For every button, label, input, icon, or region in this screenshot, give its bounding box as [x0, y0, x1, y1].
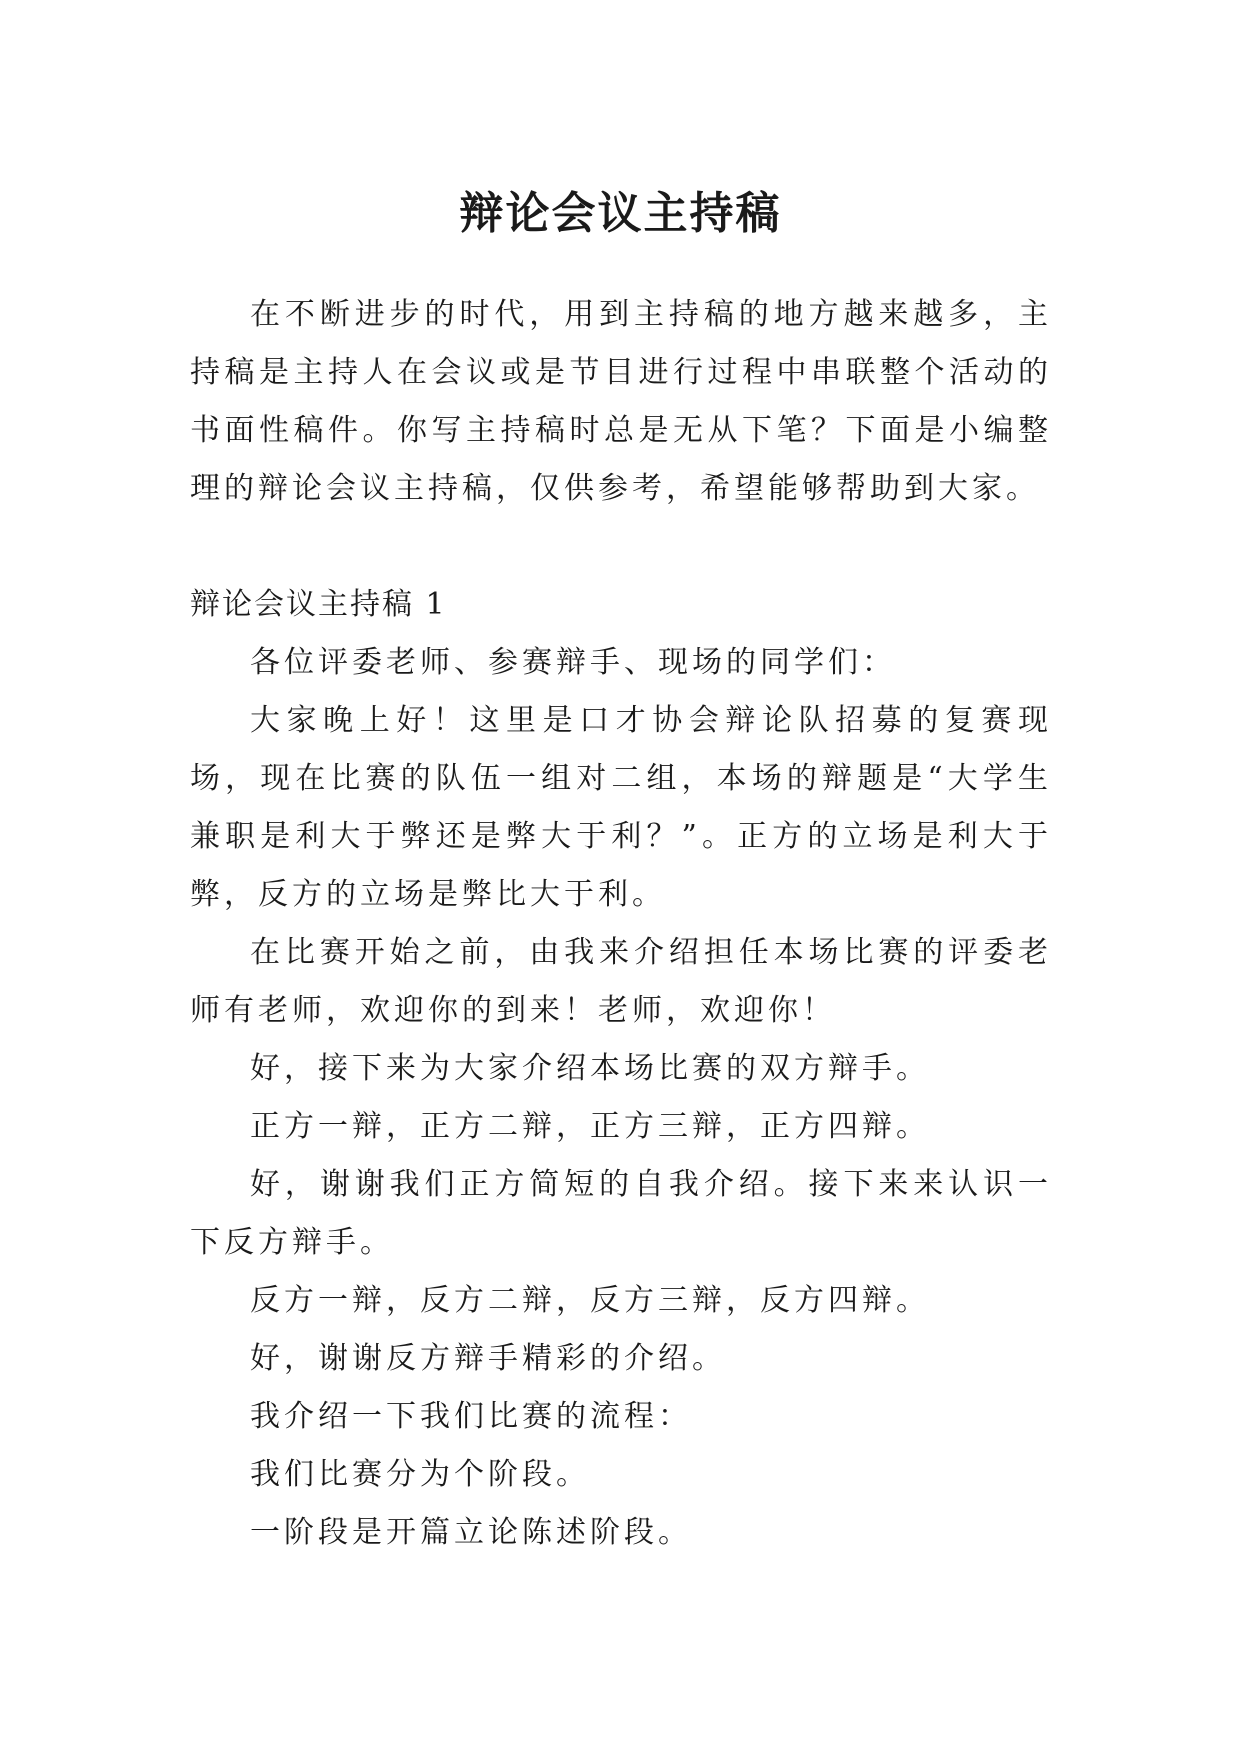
- body-paragraph: 好，谢谢我们正方简短的自我介绍。接下来来认识一下反方辩手。: [190, 1167, 1052, 1260]
- body-paragraph: 一阶段是开篇立论陈述阶段。: [250, 1515, 692, 1550]
- body-paragraph: 各位评委老师、参赛辩手、现场的同学们：: [250, 645, 896, 680]
- body-paragraph: 我们比赛分为个阶段。: [250, 1457, 590, 1492]
- section-heading: 辩论会议主持稿 1: [190, 587, 447, 622]
- body-paragraph: 在比赛开始之前，由我来介绍担任本场比赛的评委老师有老师，欢迎你的到来！老师，欢迎你！: [190, 935, 1052, 1028]
- document-title: 辩论会议主持稿: [459, 188, 782, 240]
- document-body: [190, 286, 1052, 1562]
- body-paragraph: 反方一辩，反方二辩，反方三辩，反方四辩。: [250, 1283, 930, 1318]
- intro-paragraph: 在不断进步的时代，用到主持稿的地方越来越多，主持稿是主持人在会议或是节目进行过程中串联整个活动的书面性稿件。你写主持稿时总是无从下笔？下面是小编整理的辩论会议主持稿，仅供参考，希望能够帮助到大家。: [190, 297, 1052, 506]
- body-paragraph: 好，接下来为大家介绍本场比赛的双方辩手。: [250, 1051, 930, 1086]
- body-paragraph: 我介绍一下我们比赛的流程：: [250, 1399, 692, 1434]
- body-paragraph: 好，谢谢反方辩手精彩的介绍。: [250, 1341, 726, 1376]
- body-paragraph: 大家晚上好！这里是口才协会辩论队招募的复赛现场，现在比赛的队伍一组对二组，本场的辩题是“大学生兼职是利大于弊还是弊大于利？”。正方的立场是利大于弊，反方的立场是弊比大于利。: [190, 703, 1052, 912]
- body-paragraph: 正方一辩，正方二辩，正方三辩，正方四辩。: [250, 1109, 930, 1144]
